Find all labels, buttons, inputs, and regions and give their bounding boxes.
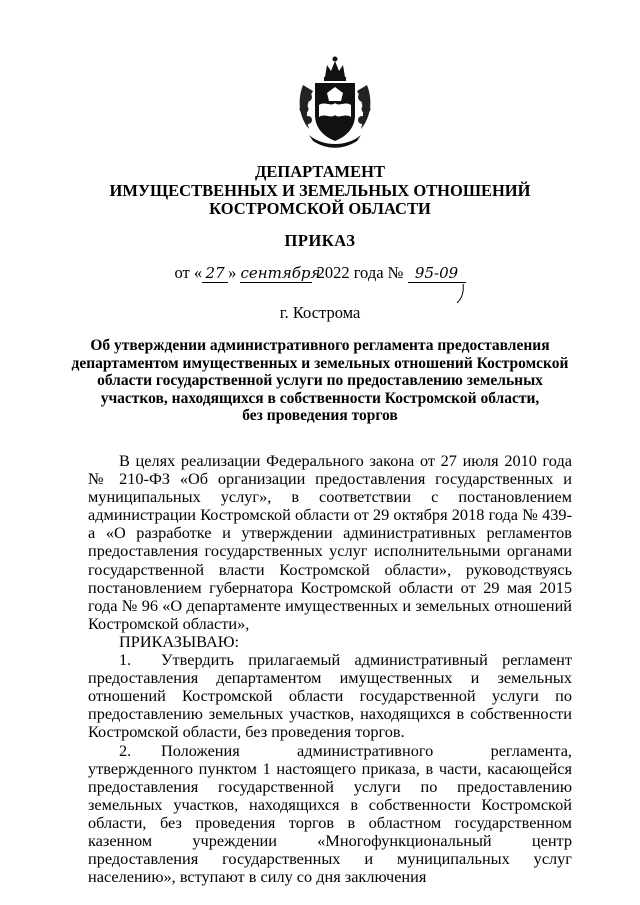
order-subject: [0, 337, 640, 425]
subject-line-2: департаментом имущественных и земельных отношений Костромской: [71, 354, 569, 372]
date-day: 27: [202, 264, 228, 283]
department-line-3: КОСТРОМСКОЙ ОБЛАСТИ: [209, 199, 431, 218]
subject-line-1: Об утверждении административного регламента предоставления: [90, 337, 550, 354]
doc-type-title: ПРИКАЗ: [284, 231, 356, 250]
item-1-number: 1.: [119, 650, 132, 670]
department-line-1: ДЕПАРТАМЕНТ: [255, 162, 385, 181]
order-word: ПРИКАЗЫВАЮ:: [119, 631, 239, 651]
date-month: сентября: [240, 264, 321, 282]
city: г. Кострома: [279, 303, 361, 322]
item-2-text: Положения административного регламента, утвержденного пунктом 1 настоящего приказа, в части, касающейся предоставления государственной услуги по предоставлению земельных участков, находящихся в собственности Костромской области, без проведения торгов в областном государственном казенном учреждении «Многофункциональный центр предоставления государственных и муниципальных услуг населению», вступают в силу со дня заключения: [88, 740, 572, 887]
preamble-paragraph: В целях реализации Федерального закона от 27 июля 2010 года № 210-ФЗ «Об организации предоставления государственных и муниципальных услуг», в соответствии с постановлением администрации Костромской области от 29 октября 2018 года № 439-а «О разработке и утверждении административных регламентов предоставления государственных услуг исполнительными органами государственной власти Костромской области», руководствуясь постановлением губернатора Костромской области от 29 мая 2015 года № 96 «О департаменте имущественных и земельных отношений Костромской области»,: [88, 451, 572, 633]
subject-line-4: участков, находящихся в собственности Костромской области,: [100, 389, 540, 407]
date-line: [0, 263, 640, 283]
department-header: [0, 163, 640, 219]
subject-line-3: области государственной услуги по предоставлению земельных: [97, 372, 543, 389]
department-line-2: ИМУЩЕСТВЕННЫХ И ЗЕМЕЛЬНЫХ ОТНОШЕНИЙ: [109, 180, 531, 200]
subject-line-5: без проведения торгов: [242, 407, 398, 424]
kostroma-coat-of-arms-icon: [295, 55, 375, 150]
handwritten-stroke: [455, 283, 467, 305]
item-2-number: 2.: [119, 740, 132, 760]
order-number: 95-09: [408, 264, 466, 283]
item-1-text: Утвердить прилагаемый административный регламент предоставления департаментом имущественных и земельных отношений Костромской области государственной услуги по предоставлению земельных участков, находящихся в собственности Костромской области, без проведения торгов.: [88, 650, 572, 742]
item-1-paragraph: [88, 651, 572, 741]
order-body: [88, 452, 572, 886]
date-mid: »: [228, 263, 237, 282]
date-prefix: от «: [174, 263, 203, 282]
item-2-paragraph: [88, 742, 572, 887]
date-year: 2022 года №: [316, 263, 404, 282]
